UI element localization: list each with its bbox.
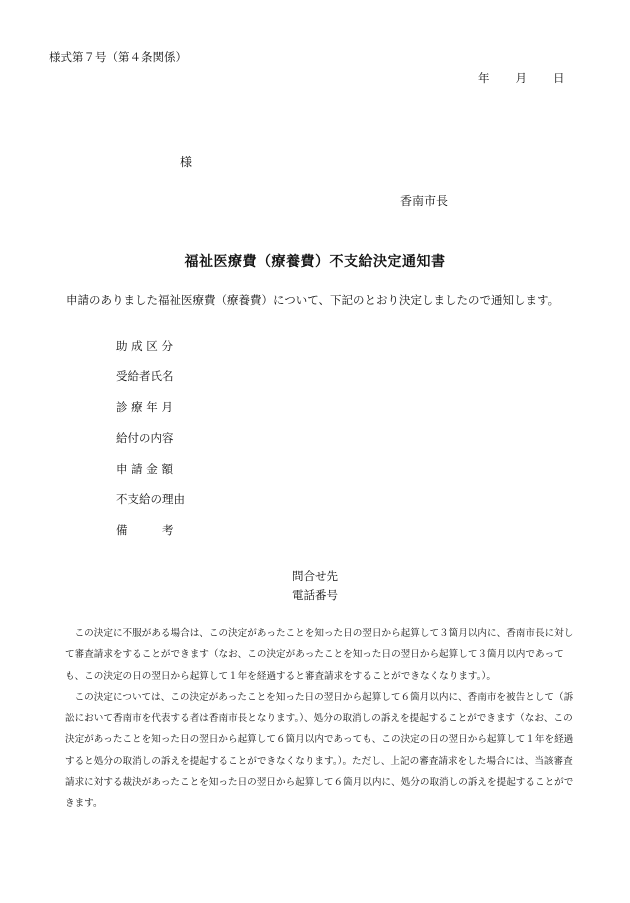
notice-paragraph-review: この決定に不服がある場合は、この決定があったことを知った日の翌日から起算して３箇月以内に、香南市長に対して審査請求をすることができます（なお、この決定があったことを知った日の翌日から起算して３箇月以内であっても、この決定の日の翌日から起算して１年を経過すると審査請求をすることができなくなります。）。 xyxy=(65,628,574,682)
form-number: 様式第７号（第４条関係） xyxy=(49,50,187,64)
phone-label: 電話番号 xyxy=(292,588,338,602)
appeal-notice xyxy=(65,623,575,815)
item-subsidy-category: 助 成 区 分 xyxy=(116,339,173,353)
intro-text: 申請のありました福祉医療費（療養費）について、下記のとおり決定しましたので通知します。 xyxy=(66,293,560,307)
item-benefit-content: 給付の内容 xyxy=(116,431,174,445)
item-recipient-name: 受給者氏名 xyxy=(116,369,174,383)
inquiry-label: 問合せ先 xyxy=(292,569,338,583)
issuer-name: 香南市長 xyxy=(400,194,449,208)
notice-paragraph-lawsuit: この決定については、この決定があったことを知った日の翌日から起算して６箇月以内に、香南市を被告として（訴訟において香南市を代表する者は香南市長となります。）、処分の取消しの訴えを提起することができます（なお、この決定があったことを知った日の翌日から起算して６箇月以内であっても、この決定の日の翌日から起算して１年を経過すると処分の取消しの訴えを提起することができなくなります。）。ただし、上記の審査請求をした場合には、当該審査請求に対する裁決があったことを知った日の翌日から起算して６箇月以内に、処分の取消しの訴えを提起することができます。 xyxy=(65,691,574,810)
item-treatment-month: 診 療 年 月 xyxy=(116,400,173,414)
date-month: 月 xyxy=(515,71,527,85)
recipient-honorific: 様 xyxy=(180,155,193,169)
date-day: 日 xyxy=(553,71,565,85)
item-nonpayment-reason: 不支給の理由 xyxy=(116,492,185,506)
date-year: 年 xyxy=(478,71,490,85)
document-title: 福祉医療費（療養費）不支給決定通知書 xyxy=(184,254,446,270)
item-application-amount: 申 請 金 額 xyxy=(116,462,173,476)
date-line xyxy=(478,70,565,86)
item-remarks: 備 考 xyxy=(116,523,174,537)
